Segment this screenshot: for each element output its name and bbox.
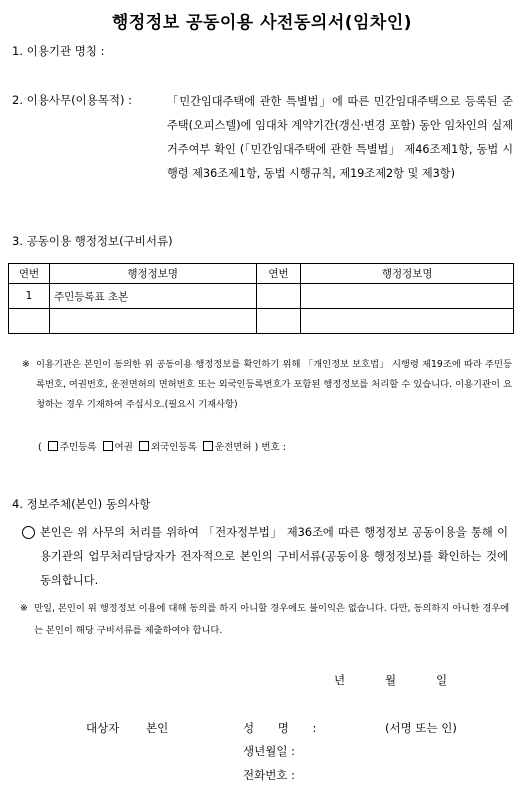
table-cell: 1 [9, 284, 50, 309]
table-cell[interactable] [256, 284, 301, 309]
table-cell[interactable] [49, 309, 256, 334]
table-row [9, 309, 514, 334]
checkbox-foreigner-registration[interactable] [139, 441, 149, 451]
consent-statement [22, 521, 508, 593]
table-cell[interactable] [256, 309, 301, 334]
signature-hint: (서명 또는 인) [385, 721, 457, 735]
table-header-cell: 연번 [9, 264, 50, 284]
consent-circle-icon[interactable] [22, 526, 35, 539]
consent-text: 본인은 위 사무의 처리를 위하여 「전자정부법」 제36조에 따른 행정정보 공동이용을 통해 이용기관의 업무처리담당자가 전자적으로 본인의 구비서류(공동이용 행정정보)를 확인하는 것에 동의합니다. [40, 526, 508, 587]
table-header-cell: 행정정보명 [49, 264, 256, 284]
note-text: 만일, 본인이 위 행정정보 이용에 대해 동의를 하지 아니할 경우에도 불이익은 없습니다. 다만, 동의하지 아니한 경우에는 본인이 해당 구비서류를 제출하여야 합니다. [34, 603, 510, 636]
checkbox-label: 운전면허 [214, 442, 252, 453]
checkbox-driver-license[interactable] [203, 441, 213, 451]
section-3-label: 3. 공동이용 행정정보(구비서류) [12, 234, 173, 248]
birth-date-label: 생년월일 : [243, 744, 295, 758]
section-1-label: 1. 이용기관 명칭 : [12, 44, 105, 58]
note-mark: ※ [22, 359, 30, 370]
table-row [9, 284, 514, 309]
checkbox-label: 외국인등록 [150, 442, 197, 453]
document-title: 행정정보 공동이용 사전동의서(임차인) [111, 13, 413, 33]
table-header-row [9, 264, 514, 284]
subject-label: 대상자 [86, 721, 120, 735]
documents-table [8, 263, 514, 334]
checkbox-passport[interactable] [103, 441, 113, 451]
self-label: 본인 [146, 721, 169, 735]
checkbox-label: 주민등록 [59, 442, 97, 453]
id-number-label: ) 번호 : [254, 442, 286, 453]
note-text: 이용기관은 본인이 동의한 위 공동이용 행정정보를 확인하기 위해 「개인정보 보호법」 시행령 제19조에 따라 주민등록번호, 여권번호, 운전면허의 면허번호 또는 외국인등록번호가 포함된 행정정보를 처리할 수 있습니다. 이용기관이 요청하는 경우 기재하여 주십시오.(필요시 기재사항) [36, 359, 512, 410]
id-type-line [38, 439, 286, 453]
section-4-note [20, 598, 510, 642]
date-year-label: 년 [334, 673, 346, 687]
section-2-label: 2. 이용사무(이용목적) : [12, 93, 133, 107]
table-cell: 주민등록표 초본 [49, 284, 256, 309]
paren-open: ( [38, 442, 42, 453]
date-month-label: 월 [385, 673, 397, 687]
section-2-purpose-text: 「민간임대주택에 관한 특별법」에 따른 민간임대주택으로 등록된 준주택(오피스텔)에 임대차 계약기간(갱신·변경 포함) 동안 임차인의 실제 거주여부 확인 (「민간임대주택에 관한 특별법」 제46조제1항, 동법 시행령 제36조제1항, 동법 시행규칙, 제19조제2항 및 제3항) [167, 95, 513, 180]
section-3-note [22, 355, 512, 415]
note-mark: ※ [20, 603, 28, 614]
name-label: 성 명 : [243, 721, 317, 735]
section-4-label: 4. 정보주체(본인) 동의사항 [12, 497, 151, 511]
table-cell[interactable] [301, 309, 514, 334]
date-day-label: 일 [436, 673, 448, 687]
table-cell[interactable] [301, 284, 514, 309]
checkbox-resident-registration[interactable] [48, 441, 58, 451]
phone-number-label: 전화번호 : [243, 768, 295, 782]
table-header-cell: 행정정보명 [301, 264, 514, 284]
checkbox-label: 여권 [114, 442, 133, 453]
table-cell[interactable] [9, 309, 50, 334]
table-header-cell: 연번 [256, 264, 301, 284]
